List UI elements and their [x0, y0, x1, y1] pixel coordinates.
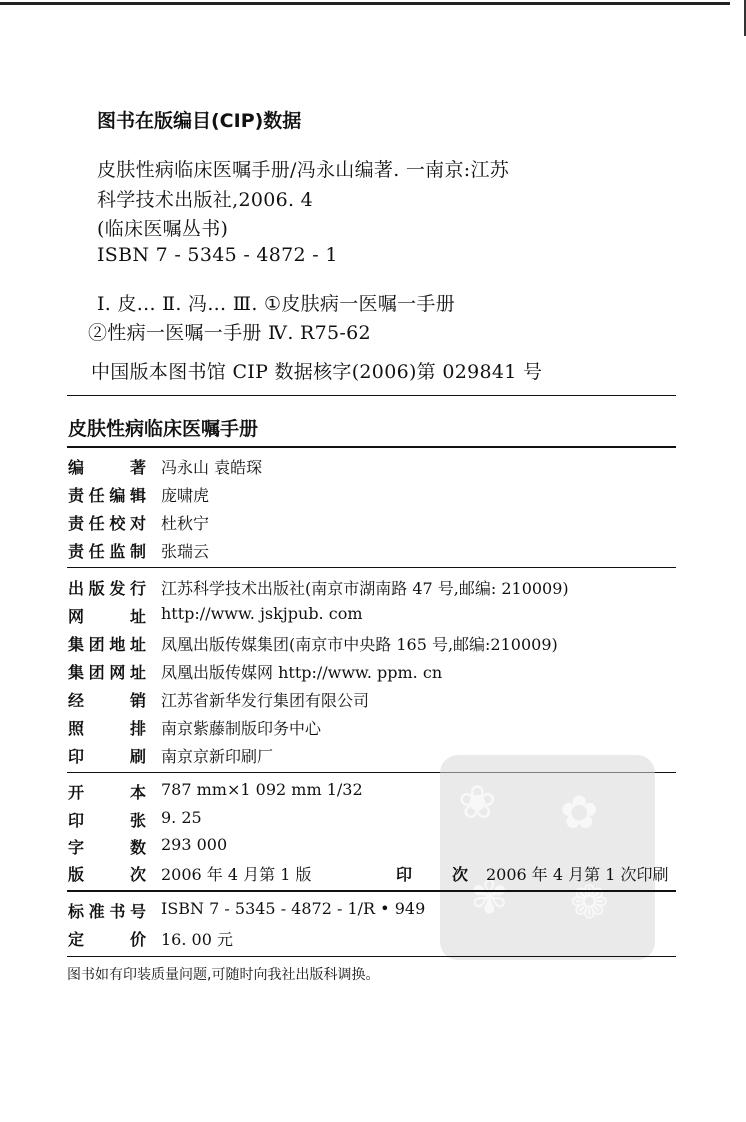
publishing-label: 集团地址: [68, 635, 146, 654]
publishing-label: 集团网址: [68, 663, 146, 682]
spec-value: 787 mm×1 092 mm 1/32: [161, 780, 363, 799]
publishing-label: 印刷: [68, 747, 146, 766]
credit-value: 杜秋宁: [161, 514, 210, 533]
cip-heading: 图书在版编目(CIP)数据: [97, 110, 302, 132]
cip-data-number: 中国版本图书馆 CIP 数据核字(2006)第 029841 号: [91, 361, 543, 383]
publishing-label: 网址: [68, 607, 146, 626]
publishing-label: 出版发行: [68, 579, 146, 598]
publishing-value: 江苏省新华发行集团有限公司: [161, 691, 370, 710]
spec-label: 字数: [68, 838, 146, 857]
publishing-label: 照排: [68, 719, 146, 738]
spec-value: 9. 25: [161, 808, 202, 827]
isbn-label: 标准书号: [68, 902, 146, 921]
spec-value: 293 000: [161, 835, 228, 854]
divider: [67, 395, 676, 396]
price-value: 16. 00 元: [161, 930, 233, 949]
spec-label: 印张: [68, 811, 146, 830]
publishing-value: 南京紫藤制版印务中心: [161, 719, 322, 738]
divider: [67, 956, 676, 957]
divider: [67, 890, 676, 892]
credit-value: 庞啸虎: [161, 486, 210, 505]
cip-classification: Ⅰ. 皮... Ⅱ. 冯... Ⅲ. ①皮肤病一医嘱一手册: [97, 293, 456, 315]
publisher-url[interactable]: http://www. jskjpub. com: [161, 604, 363, 623]
cip-line: (临床医嘱丛书): [97, 218, 229, 240]
cip-isbn: ISBN 7 - 5345 - 4872 - 1: [97, 244, 338, 266]
group-url[interactable]: 凤凰出版传媒网 http://www. ppm. cn: [161, 663, 443, 682]
spec-value: 2006 年 4 月第 1 版: [161, 865, 312, 884]
book-title: 皮肤性病临床医嘱手册: [68, 418, 259, 440]
print-run-value: 2006 年 4 月第 1 次印刷: [486, 865, 669, 884]
print-run-label: 印次: [396, 865, 468, 884]
price-label: 定价: [68, 930, 146, 949]
cip-line: 皮肤性病临床医嘱手册/冯永山编著. 一南京:江苏: [97, 159, 510, 181]
spec-label: 开本: [68, 783, 146, 802]
divider: [67, 567, 676, 568]
credit-label: 编著: [68, 458, 146, 477]
publishing-value: 江苏科学技术出版社(南京市湖南路 47 号,邮编: 210009): [161, 579, 569, 598]
credit-label: 责任校对: [68, 514, 146, 533]
divider: [67, 446, 676, 448]
quality-note: 图书如有印装质量问题,可随时向我社出版科调换。: [67, 967, 380, 983]
publishing-value: 凤凰出版传媒集团(南京市中央路 165 号,邮编:210009): [161, 635, 558, 654]
credit-label: 责任编辑: [68, 486, 146, 505]
cip-classification: ②性病一医嘱一手册 Ⅳ. R75-62: [88, 322, 371, 344]
scan-corner-mark: [722, 0, 746, 36]
publishing-label: 经销: [68, 691, 146, 710]
publishing-value: 南京京新印刷厂: [161, 747, 274, 766]
scan-top-edge: [0, 2, 730, 5]
credit-label: 责任监制: [68, 542, 146, 561]
cip-line: 科学技术出版社,2006. 4: [97, 189, 314, 211]
seal-watermark: ❀ ✿ ✾ ❁: [440, 755, 655, 960]
isbn-value: ISBN 7 - 5345 - 4872 - 1/R • 949: [161, 899, 426, 918]
credit-value: 张瑞云: [161, 542, 210, 561]
spec-label: 版次: [68, 865, 146, 884]
credit-value: 冯永山 袁皓琛: [161, 458, 263, 477]
